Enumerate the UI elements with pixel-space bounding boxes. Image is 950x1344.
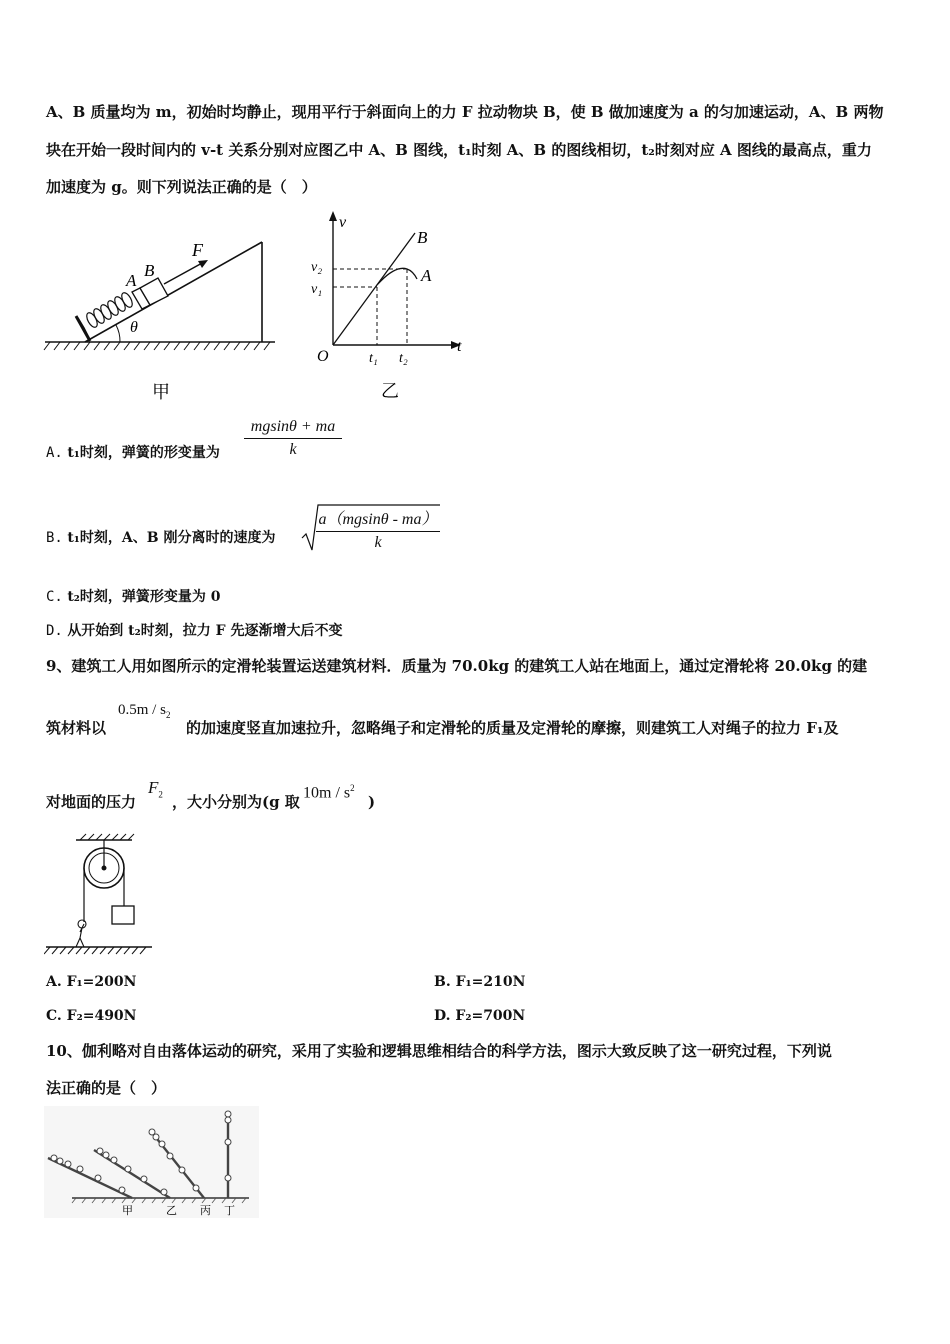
option-b-fraction: [316, 506, 440, 552]
q9-stem-line3a: 对地面的压力: [46, 793, 137, 811]
q9-g-value: $10m / s^2$: [303, 783, 355, 802]
option-c-label: C.: [46, 589, 63, 605]
label-t1: t₁: [369, 351, 378, 366]
option-c-text: t₂时刻，弹簧形变量为 0: [67, 589, 221, 605]
q9-stem-line3b: ，大小分别为(g 取: [172, 793, 300, 811]
option-b-denominator: k: [374, 534, 382, 551]
label-curve-a: A: [421, 266, 432, 285]
label-ding: 丁: [224, 1205, 235, 1217]
option-a-denominator: k: [289, 441, 297, 458]
material-box: [112, 906, 134, 924]
label-a: A: [126, 271, 137, 290]
label-b: B: [144, 261, 155, 280]
label-f: F: [192, 240, 203, 260]
q9-option-d: D. F₂=700N: [434, 1008, 526, 1024]
option-d-text: 从开始到 t₂时刻，拉力 F 先逐渐增大后不变: [67, 623, 343, 639]
option-a-label: A.: [46, 445, 63, 461]
q8-option-d: [46, 622, 342, 640]
label-t2: t₂: [399, 351, 408, 366]
label-curve-b: B: [417, 228, 428, 247]
q10-stem-line2: 法正确的是（ ）: [46, 1079, 167, 1097]
line-b: [333, 233, 415, 345]
q8-option-c: [46, 588, 221, 606]
figure-vt-graph: [305, 205, 475, 405]
label-yi: 乙: [166, 1205, 177, 1217]
option-b-numerator: a（mgsinθ - ma）: [316, 506, 440, 532]
spring-coils: [85, 291, 135, 329]
q9-option-c: C. F₂=490N: [46, 1008, 137, 1024]
option-b-text: t₁时刻，A、B 刚分离时的速度为: [67, 530, 276, 546]
option-b-label: B.: [46, 530, 63, 546]
q9-stem-line2b: 的加速度竖直加速拉升，忽略绳子和定滑轮的质量及定滑轮的摩擦，则建筑工人对绳子的拉力 F₁及: [186, 719, 839, 737]
caption-yi: 乙: [381, 381, 399, 401]
force-arrow: [164, 262, 204, 284]
q8-stem-line1: A、B 质量均为 m，初始时均静止，现用平行于斜面向上的力 F 拉动物块 B，使 B 做加速度为 a 的匀加速运动，A、B 两物: [46, 103, 884, 121]
q8-stem-line3: 加速度为 g。则下列说法正确的是（ ）: [46, 178, 317, 196]
option-a-text: t₁时刻，弹簧的形变量为: [67, 445, 220, 461]
axis-t: t: [457, 338, 462, 355]
option-a-numerator: mgsinθ + ma: [244, 418, 342, 439]
q10-stem-line1: 10、伽利略对自由落体运动的研究，采用了实验和逻辑思维相结合的科学方法，图示大致反映了这一研究过程，下列说: [46, 1042, 832, 1060]
label-v1: v₁: [311, 282, 323, 297]
figure-pulley: [44, 832, 159, 957]
figure-incline: [40, 210, 290, 410]
q8-option-b: [46, 529, 275, 547]
q9-accel: $0.5m / s_2$: [118, 702, 171, 720]
q9-stem-line2a: 筑材料以: [46, 719, 107, 737]
q9-option-a: A. F₁=200N: [46, 974, 137, 990]
q9-f2: $F_2$: [148, 778, 163, 800]
q8-stem-line2: 块在开始一段时间内的 v-t 关系分别对应图乙中 A、B 图线，t₁时刻 A、B 的图线相切，t₂时刻对应 A 图线的最高点，重力: [46, 141, 872, 159]
label-theta: θ: [130, 319, 138, 336]
option-a-fraction: [244, 418, 342, 459]
origin-o: O: [317, 348, 329, 365]
label-jia: 甲: [122, 1205, 133, 1217]
caption-jia: 甲: [152, 382, 170, 402]
option-d-label: D.: [46, 623, 63, 639]
label-bing: 丙: [200, 1205, 211, 1217]
q9-stem-line3c: ): [368, 793, 376, 811]
q9-stem-line1: 9、建筑工人用如图所示的定滑轮装置运送建筑材料．质量为 70.0kg 的建筑工人站在地面上，通过定滑轮将 20.0kg 的建: [46, 657, 868, 675]
axis-v: v: [339, 214, 347, 231]
label-v2: v₂: [311, 260, 323, 275]
q9-option-b: B. F₁=210N: [434, 974, 526, 990]
q8-option-a: [46, 444, 220, 462]
figure-galileo-inclines: [44, 1106, 259, 1218]
